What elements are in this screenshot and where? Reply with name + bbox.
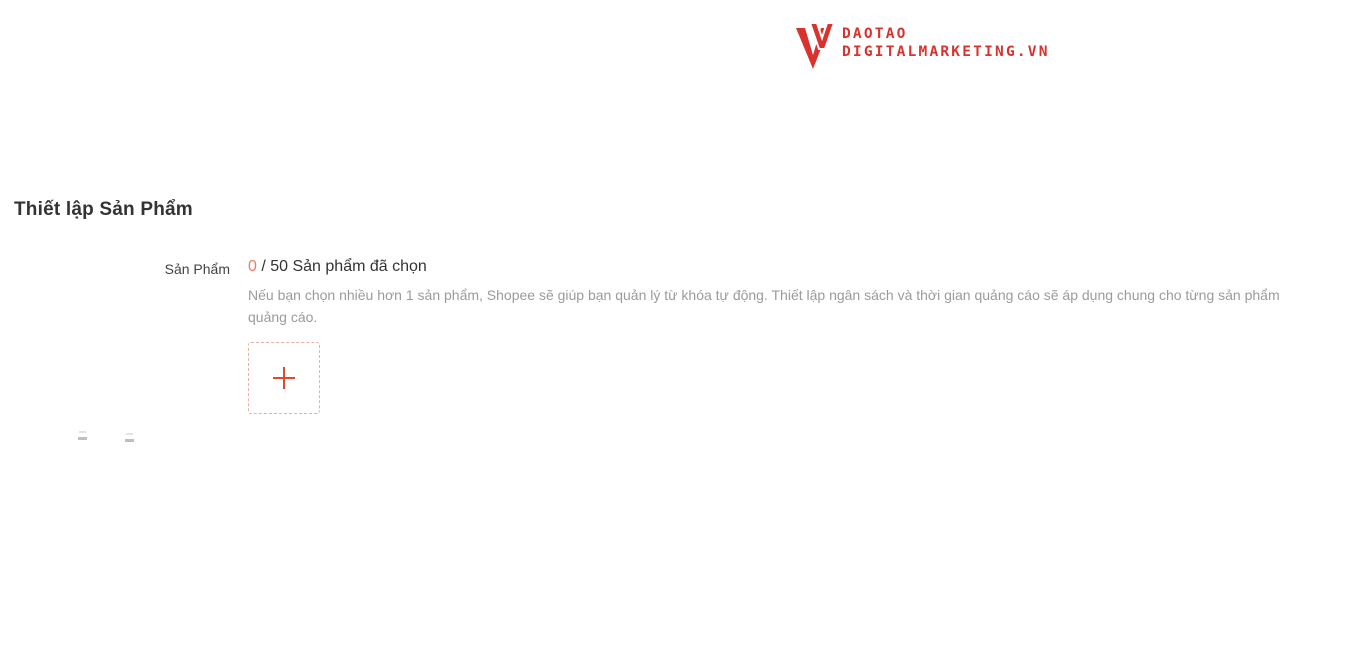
product-content bbox=[248, 258, 1293, 414]
plus-icon bbox=[273, 367, 295, 389]
brand-line2: DIGITALMARKETING.VN bbox=[842, 44, 1050, 60]
selected-count-line bbox=[248, 258, 1293, 276]
cropped-text-fragment bbox=[124, 433, 136, 445]
page-title: Thiết lập Sản Phẩm bbox=[14, 199, 193, 220]
selected-count-rest: / 50 Sản phẩm đã chọn bbox=[256, 258, 427, 275]
cropped-text-fragment bbox=[77, 431, 89, 443]
product-label: Sản Phẩm bbox=[164, 261, 230, 277]
brand-logo bbox=[796, 17, 1050, 71]
product-description: Nếu bạn chọn nhiều hơn 1 sản phẩm, Shopee sẽ giúp bạn quản lý từ khóa tự động. Thiết lập ngân sách và thời gian quảng cáo sẽ áp dụng chung cho từng sản phẩm quảng cáo. bbox=[248, 287, 1280, 325]
brand-v-icon bbox=[796, 21, 836, 71]
brand-wordmark bbox=[842, 17, 1050, 61]
add-product-button[interactable] bbox=[248, 342, 320, 414]
selected-count-value: 0 bbox=[248, 258, 257, 275]
brand-line1: DAOTAO bbox=[842, 26, 908, 42]
product-setup-row bbox=[0, 258, 1293, 414]
